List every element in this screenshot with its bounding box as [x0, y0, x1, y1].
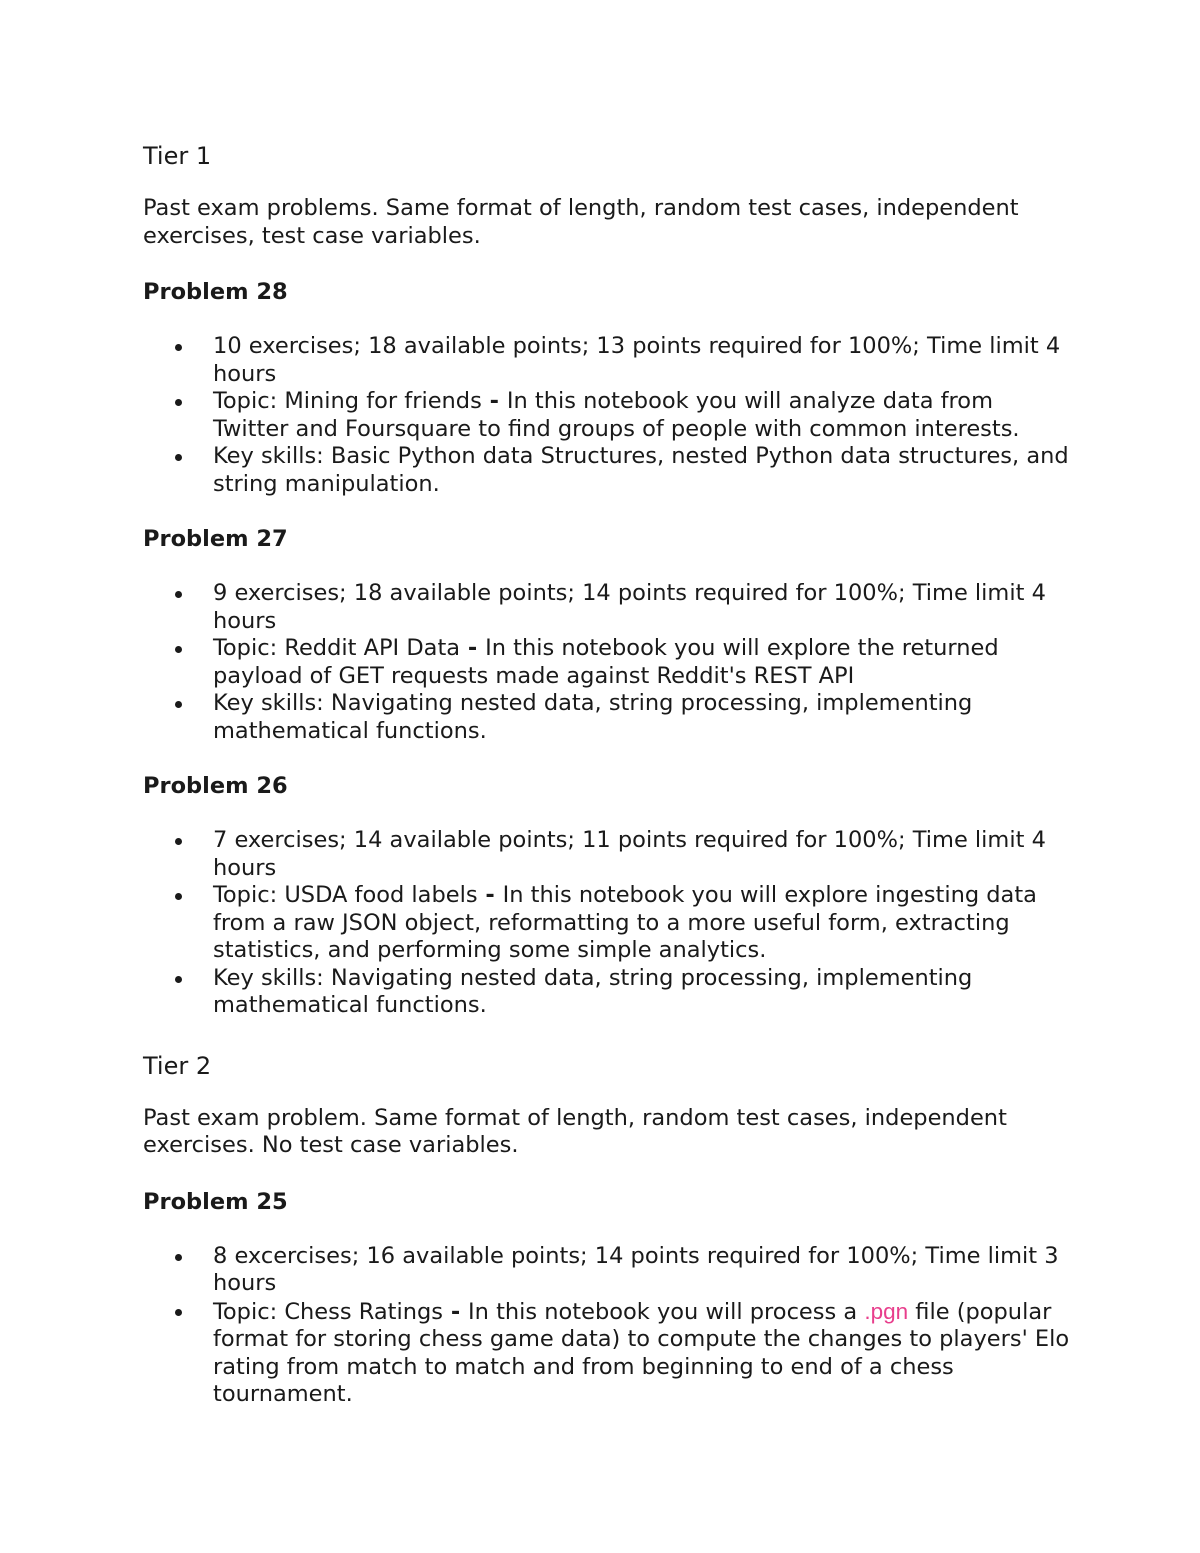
file-extension-code: .pgn: [864, 1298, 909, 1324]
bullet-icon: [175, 838, 182, 845]
bullet-icon: [175, 344, 182, 351]
problem-title: Problem 27: [143, 526, 288, 552]
bullet-icon: [175, 976, 182, 983]
problem-summary: 8 excercises; 16 available points; 14 points required for 100%; Time limit 3 hours: [213, 1242, 1059, 1296]
tier-2-description: Past exam problem. Same format of length, random test cases, independent exercises. No test case variables.: [143, 1104, 1007, 1158]
key-skills: Key skills: Basic Python data Structures, nested Python data structures, and string manipulation.: [213, 443, 1069, 497]
tier-1-description: Past exam problems. Same format of length, random test cases, independent exercises, test case variables.: [143, 195, 1019, 249]
topic-description-end: file (popular format for storing chess game data) to compute the changes to players' Elo rating from match to match and from beginning to end of a chess tournament.: [213, 1298, 1077, 1407]
list-item: [143, 443, 1073, 498]
list-item: [143, 333, 1073, 388]
problem-title: Problem 26: [143, 773, 288, 799]
key-skills: Key skills: Navigating nested data, string processing, implementing mathematical functions.: [213, 690, 973, 744]
problem-details-list: [143, 1242, 1077, 1409]
problem-summary: 10 exercises; 18 available points; 13 points required for 100%; Time limit 4 hours: [213, 333, 1061, 387]
list-item: [143, 690, 1073, 745]
bullet-icon: [175, 893, 182, 900]
problem-title: Problem 28: [143, 279, 288, 305]
problem-details-list: [143, 333, 1073, 498]
problem-summary: 9 exercises; 18 available points; 14 points required for 100%; Time limit 4 hours: [213, 580, 1046, 634]
bullet-icon: [175, 701, 182, 708]
list-item: [143, 388, 1073, 443]
topic-label: Topic: Reddit API Data: [213, 635, 461, 661]
problem-27: [143, 525, 1073, 745]
problem-summary: 7 exercises; 14 available points; 11 points required for 100%; Time limit 4 hours: [213, 827, 1046, 881]
list-item: [143, 635, 1073, 690]
problem-title: Problem 25: [143, 1188, 288, 1215]
problem-details-list: [143, 580, 1073, 745]
topic-description-start: In this notebook you will process a: [468, 1298, 865, 1325]
bullet-icon: [175, 591, 182, 598]
tier-1-section: [143, 140, 1073, 1020]
topic-label: Topic: Mining for friends: [213, 388, 482, 414]
bullet-icon: [175, 454, 182, 461]
list-item: [143, 580, 1073, 635]
topic-separator: -: [443, 1298, 469, 1325]
topic-label: Topic: Chess Ratings: [213, 1298, 443, 1325]
problem-28: [143, 278, 1073, 498]
bullet-icon: [175, 1309, 182, 1316]
key-skills: Key skills: Navigating nested data, string processing, implementing mathematical functions.: [213, 964, 973, 1018]
tier-2-heading: Tier 2: [143, 1051, 212, 1080]
topic-description: In this notebook you will explore ingesting data from a raw JSON object, reformatting to a more useful form, extracting statistics, and performing some simple analytics.: [213, 882, 1037, 963]
topic-separator: -: [477, 882, 503, 908]
tier-2-section: [143, 1050, 1077, 1409]
document-page: [143, 140, 1077, 1436]
list-item: [143, 827, 1073, 882]
topic-description: In this notebook you will analyze data from Twitter and Foursquare to find groups of people with common interests.: [213, 388, 1020, 442]
topic-label: Topic: USDA food labels: [213, 882, 478, 908]
list-item: [143, 1298, 1077, 1409]
problem-26: [143, 772, 1073, 1020]
topic-separator: -: [481, 388, 507, 414]
topic-description: In this notebook you will explore the returned payload of GET requests made against Reddit's REST API: [213, 635, 999, 689]
list-item: [143, 882, 1073, 965]
problem-25: [143, 1188, 1077, 1409]
bullet-icon: [175, 646, 182, 653]
bullet-icon: [175, 399, 182, 406]
bullet-icon: [175, 1254, 182, 1261]
list-item: [143, 965, 1073, 1020]
problem-details-list: [143, 827, 1073, 1020]
list-item: [143, 1243, 1073, 1298]
tier-1-heading: Tier 1: [143, 142, 212, 170]
topic-separator: -: [460, 635, 486, 661]
